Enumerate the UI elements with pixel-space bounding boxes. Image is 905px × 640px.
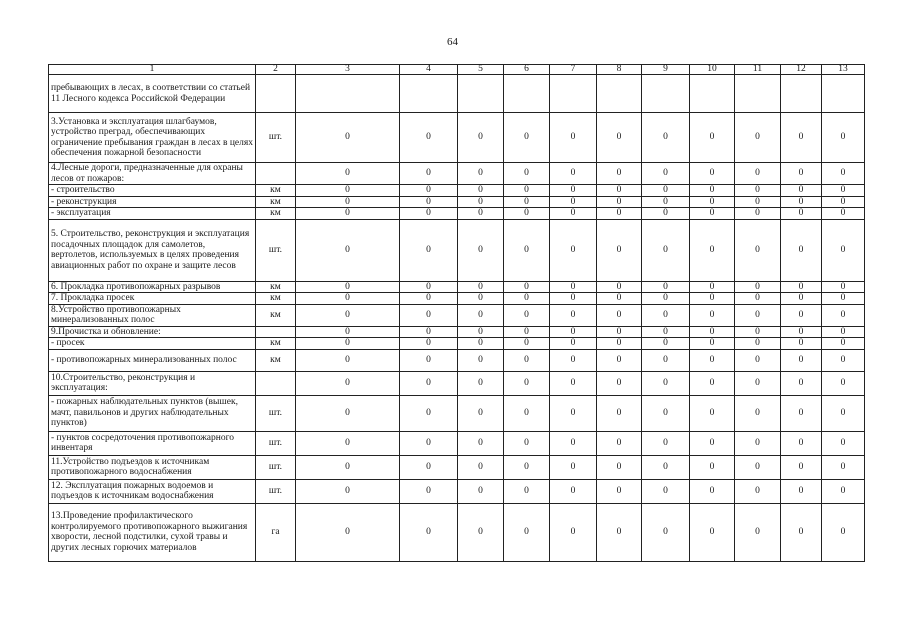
value-cell: 0 xyxy=(642,304,690,326)
table-row xyxy=(49,349,865,371)
value-cell: 0 xyxy=(781,304,822,326)
value-cell: 0 xyxy=(822,304,865,326)
row-unit: га xyxy=(256,503,296,561)
value-cell: 0 xyxy=(690,208,735,220)
table-row xyxy=(49,293,865,305)
value-cell: 0 xyxy=(296,349,400,371)
column-header: 13 xyxy=(822,65,865,75)
row-label: 5. Строительство, реконструкция и эксплуатация посадочных площадок для самолетов, вертолетов, используемых в целях проведения авиационных работ по охране и защите лесов xyxy=(49,219,256,281)
row-label: 11.Устройство подъездов к источникам противопожарного водоснабжения xyxy=(49,455,256,479)
value-cell xyxy=(400,75,458,113)
row-label: 4.Лесные дороги, предназначенные для охраны лесов от пожаров: xyxy=(49,163,256,185)
value-cell: 0 xyxy=(642,185,690,197)
value-cell: 0 xyxy=(597,371,642,395)
value-cell: 0 xyxy=(458,163,504,185)
value-cell: 0 xyxy=(781,326,822,338)
row-label: - эксплуатация xyxy=(49,208,256,220)
value-cell: 0 xyxy=(735,185,781,197)
value-cell: 0 xyxy=(296,431,400,455)
table-body xyxy=(49,75,865,562)
value-cell: 0 xyxy=(690,293,735,305)
value-cell: 0 xyxy=(690,371,735,395)
value-cell: 0 xyxy=(781,455,822,479)
column-header: 3 xyxy=(296,65,400,75)
value-cell: 0 xyxy=(458,293,504,305)
value-cell: 0 xyxy=(400,113,458,163)
value-cell: 0 xyxy=(822,185,865,197)
value-cell: 0 xyxy=(642,349,690,371)
value-cell: 0 xyxy=(400,349,458,371)
value-cell: 0 xyxy=(822,326,865,338)
table-row xyxy=(49,326,865,338)
value-cell: 0 xyxy=(822,293,865,305)
value-cell: 0 xyxy=(822,281,865,293)
value-cell: 0 xyxy=(690,349,735,371)
value-cell: 0 xyxy=(822,113,865,163)
table-row xyxy=(49,371,865,395)
table-row xyxy=(49,431,865,455)
row-label: 10.Строительство, реконструкция и эксплуатация: xyxy=(49,371,256,395)
value-cell: 0 xyxy=(781,219,822,281)
row-unit xyxy=(256,163,296,185)
value-cell: 0 xyxy=(735,431,781,455)
value-cell: 0 xyxy=(550,455,597,479)
value-cell: 0 xyxy=(400,293,458,305)
value-cell: 0 xyxy=(550,326,597,338)
value-cell: 0 xyxy=(597,395,642,431)
column-header: 9 xyxy=(642,65,690,75)
value-cell: 0 xyxy=(458,208,504,220)
value-cell: 0 xyxy=(296,293,400,305)
value-cell: 0 xyxy=(400,326,458,338)
value-cell: 0 xyxy=(690,196,735,208)
value-cell: 0 xyxy=(458,326,504,338)
value-cell: 0 xyxy=(735,281,781,293)
value-cell: 0 xyxy=(822,371,865,395)
value-cell: 0 xyxy=(550,371,597,395)
table-row xyxy=(49,219,865,281)
row-unit xyxy=(256,326,296,338)
table-row xyxy=(49,455,865,479)
value-cell: 0 xyxy=(822,196,865,208)
value-cell: 0 xyxy=(690,479,735,503)
row-unit: км xyxy=(256,196,296,208)
table-row xyxy=(49,503,865,561)
value-cell: 0 xyxy=(690,326,735,338)
value-cell: 0 xyxy=(504,338,550,350)
value-cell: 0 xyxy=(781,503,822,561)
value-cell: 0 xyxy=(597,185,642,197)
row-unit: шт. xyxy=(256,431,296,455)
value-cell: 0 xyxy=(597,431,642,455)
row-label: 3.Установка и эксплуатация шлагбаумов, устройство преград, обеспечивающих ограничение пребывания граждан в лесах в целях обеспечения пожарной безопасности xyxy=(49,113,256,163)
value-cell: 0 xyxy=(504,208,550,220)
value-cell: 0 xyxy=(735,208,781,220)
value-cell: 0 xyxy=(781,338,822,350)
value-cell: 0 xyxy=(550,431,597,455)
value-cell: 0 xyxy=(642,293,690,305)
value-cell: 0 xyxy=(735,196,781,208)
value-cell xyxy=(690,75,735,113)
column-header: 8 xyxy=(597,65,642,75)
value-cell: 0 xyxy=(458,455,504,479)
row-unit: шт. xyxy=(256,455,296,479)
value-cell: 0 xyxy=(550,113,597,163)
value-cell: 0 xyxy=(400,304,458,326)
value-cell: 0 xyxy=(642,196,690,208)
value-cell: 0 xyxy=(550,338,597,350)
table-row xyxy=(49,395,865,431)
row-label: - пунктов сосредоточения противопожарного инвентаря xyxy=(49,431,256,455)
value-cell: 0 xyxy=(296,113,400,163)
value-cell xyxy=(781,75,822,113)
row-unit: км xyxy=(256,338,296,350)
value-cell: 0 xyxy=(597,113,642,163)
value-cell: 0 xyxy=(400,196,458,208)
value-cell: 0 xyxy=(781,431,822,455)
value-cell: 0 xyxy=(550,349,597,371)
value-cell: 0 xyxy=(642,431,690,455)
value-cell: 0 xyxy=(550,281,597,293)
value-cell: 0 xyxy=(296,326,400,338)
row-unit: км xyxy=(256,304,296,326)
value-cell: 0 xyxy=(296,163,400,185)
value-cell: 0 xyxy=(504,431,550,455)
value-cell: 0 xyxy=(781,163,822,185)
row-unit xyxy=(256,371,296,395)
value-cell: 0 xyxy=(400,431,458,455)
value-cell: 0 xyxy=(400,281,458,293)
value-cell: 0 xyxy=(735,349,781,371)
value-cell: 0 xyxy=(296,338,400,350)
value-cell: 0 xyxy=(400,395,458,431)
row-label: - просек xyxy=(49,338,256,350)
row-label: - противопожарных минерализованных полос xyxy=(49,349,256,371)
value-cell: 0 xyxy=(597,196,642,208)
value-cell: 0 xyxy=(735,455,781,479)
value-cell: 0 xyxy=(735,338,781,350)
row-label: 12. Эксплуатация пожарных водоемов и подъездов к источникам водоснабжения xyxy=(49,479,256,503)
row-unit: шт. xyxy=(256,113,296,163)
value-cell: 0 xyxy=(296,479,400,503)
table-row xyxy=(49,304,865,326)
value-cell xyxy=(296,75,400,113)
column-header: 6 xyxy=(504,65,550,75)
header-row xyxy=(49,65,865,75)
value-cell: 0 xyxy=(597,455,642,479)
value-cell: 0 xyxy=(822,455,865,479)
value-cell: 0 xyxy=(504,455,550,479)
value-cell: 0 xyxy=(642,338,690,350)
value-cell: 0 xyxy=(781,349,822,371)
column-header: 12 xyxy=(781,65,822,75)
column-header: 5 xyxy=(458,65,504,75)
table-row xyxy=(49,196,865,208)
value-cell: 0 xyxy=(822,503,865,561)
value-cell: 0 xyxy=(642,113,690,163)
row-label: 7. Прокладка просек xyxy=(49,293,256,305)
value-cell: 0 xyxy=(642,455,690,479)
value-cell: 0 xyxy=(504,219,550,281)
page-number: 64 xyxy=(447,36,458,48)
row-unit: км xyxy=(256,185,296,197)
value-cell: 0 xyxy=(690,219,735,281)
value-cell: 0 xyxy=(735,395,781,431)
value-cell: 0 xyxy=(597,326,642,338)
value-cell: 0 xyxy=(296,455,400,479)
value-cell: 0 xyxy=(597,208,642,220)
value-cell: 0 xyxy=(400,479,458,503)
value-cell: 0 xyxy=(296,281,400,293)
row-label: 13.Проведение профилактического контролируемого противопожарного выжигания хворости, лесной подстилки, сухой травы и других лесных горючих материалов xyxy=(49,503,256,561)
value-cell: 0 xyxy=(642,479,690,503)
value-cell: 0 xyxy=(458,479,504,503)
value-cell: 0 xyxy=(296,304,400,326)
value-cell: 0 xyxy=(550,219,597,281)
value-cell: 0 xyxy=(597,479,642,503)
value-cell: 0 xyxy=(400,371,458,395)
value-cell: 0 xyxy=(735,219,781,281)
value-cell: 0 xyxy=(458,304,504,326)
value-cell: 0 xyxy=(597,219,642,281)
value-cell: 0 xyxy=(400,338,458,350)
row-unit: км xyxy=(256,293,296,305)
value-cell: 0 xyxy=(458,349,504,371)
value-cell: 0 xyxy=(504,281,550,293)
value-cell: 0 xyxy=(735,304,781,326)
value-cell: 0 xyxy=(504,503,550,561)
value-cell: 0 xyxy=(458,219,504,281)
value-cell: 0 xyxy=(781,479,822,503)
value-cell: 0 xyxy=(642,219,690,281)
table-row xyxy=(49,185,865,197)
table-row xyxy=(49,75,865,113)
value-cell: 0 xyxy=(735,371,781,395)
row-unit: шт. xyxy=(256,395,296,431)
value-cell: 0 xyxy=(458,113,504,163)
value-cell: 0 xyxy=(504,185,550,197)
value-cell: 0 xyxy=(597,281,642,293)
value-cell: 0 xyxy=(822,349,865,371)
value-cell: 0 xyxy=(822,395,865,431)
value-cell: 0 xyxy=(822,338,865,350)
column-header: 7 xyxy=(550,65,597,75)
row-label: - строительство xyxy=(49,185,256,197)
value-cell: 0 xyxy=(597,503,642,561)
value-cell: 0 xyxy=(550,304,597,326)
value-cell: 0 xyxy=(642,395,690,431)
value-cell: 0 xyxy=(735,163,781,185)
row-label: 8.Устройство противопожарных минерализованных полос xyxy=(49,304,256,326)
value-cell: 0 xyxy=(458,503,504,561)
value-cell: 0 xyxy=(504,196,550,208)
value-cell: 0 xyxy=(822,219,865,281)
value-cell: 0 xyxy=(504,395,550,431)
value-cell: 0 xyxy=(400,455,458,479)
value-cell: 0 xyxy=(597,293,642,305)
value-cell: 0 xyxy=(458,338,504,350)
value-cell: 0 xyxy=(504,371,550,395)
value-cell: 0 xyxy=(550,185,597,197)
value-cell: 0 xyxy=(642,163,690,185)
value-cell: 0 xyxy=(781,185,822,197)
table-row xyxy=(49,281,865,293)
value-cell xyxy=(735,75,781,113)
row-label: - пожарных наблюдательных пунктов (вышек, мачт, павильонов и других наблюдательных пунктов) xyxy=(49,395,256,431)
value-cell: 0 xyxy=(690,455,735,479)
value-cell: 0 xyxy=(642,281,690,293)
value-cell: 0 xyxy=(781,395,822,431)
column-header: 4 xyxy=(400,65,458,75)
row-unit: км xyxy=(256,349,296,371)
value-cell: 0 xyxy=(550,196,597,208)
value-cell xyxy=(822,75,865,113)
value-cell: 0 xyxy=(781,293,822,305)
value-cell: 0 xyxy=(400,185,458,197)
value-cell: 0 xyxy=(296,185,400,197)
value-cell: 0 xyxy=(458,431,504,455)
value-cell: 0 xyxy=(504,349,550,371)
value-cell: 0 xyxy=(822,163,865,185)
value-cell: 0 xyxy=(597,338,642,350)
value-cell: 0 xyxy=(504,163,550,185)
row-unit: шт. xyxy=(256,479,296,503)
table-row xyxy=(49,163,865,185)
value-cell: 0 xyxy=(642,326,690,338)
value-cell: 0 xyxy=(550,208,597,220)
value-cell: 0 xyxy=(735,326,781,338)
value-cell: 0 xyxy=(458,185,504,197)
value-cell xyxy=(504,75,550,113)
value-cell: 0 xyxy=(504,293,550,305)
value-cell: 0 xyxy=(597,163,642,185)
table-row xyxy=(49,338,865,350)
data-table xyxy=(48,64,865,562)
value-cell: 0 xyxy=(458,281,504,293)
value-cell: 0 xyxy=(597,349,642,371)
value-cell: 0 xyxy=(735,503,781,561)
value-cell: 0 xyxy=(642,371,690,395)
value-cell: 0 xyxy=(690,281,735,293)
table-row xyxy=(49,479,865,503)
value-cell xyxy=(458,75,504,113)
row-label: 6. Прокладка противопожарных разрывов xyxy=(49,281,256,293)
value-cell: 0 xyxy=(781,196,822,208)
table-row xyxy=(49,208,865,220)
column-header: 1 xyxy=(49,65,256,75)
value-cell: 0 xyxy=(296,219,400,281)
value-cell: 0 xyxy=(550,395,597,431)
value-cell: 0 xyxy=(400,503,458,561)
value-cell: 0 xyxy=(550,293,597,305)
value-cell xyxy=(597,75,642,113)
value-cell xyxy=(550,75,597,113)
value-cell: 0 xyxy=(597,304,642,326)
value-cell: 0 xyxy=(550,479,597,503)
value-cell: 0 xyxy=(690,304,735,326)
column-header: 2 xyxy=(256,65,296,75)
value-cell: 0 xyxy=(822,208,865,220)
value-cell: 0 xyxy=(296,395,400,431)
row-unit xyxy=(256,75,296,113)
row-label: 9.Прочистка и обновление: xyxy=(49,326,256,338)
column-header: 11 xyxy=(735,65,781,75)
value-cell: 0 xyxy=(781,371,822,395)
value-cell: 0 xyxy=(550,163,597,185)
value-cell: 0 xyxy=(296,371,400,395)
row-label: пребывающих в лесах, в соответствии со статьей 11 Лесного кодекса Российской Федерации xyxy=(49,75,256,113)
value-cell: 0 xyxy=(642,208,690,220)
value-cell xyxy=(642,75,690,113)
value-cell: 0 xyxy=(822,431,865,455)
value-cell: 0 xyxy=(458,196,504,208)
value-cell: 0 xyxy=(735,479,781,503)
value-cell: 0 xyxy=(690,503,735,561)
value-cell: 0 xyxy=(296,208,400,220)
row-label: - реконструкция xyxy=(49,196,256,208)
value-cell: 0 xyxy=(400,163,458,185)
value-cell: 0 xyxy=(690,338,735,350)
value-cell: 0 xyxy=(458,371,504,395)
value-cell: 0 xyxy=(822,479,865,503)
value-cell: 0 xyxy=(735,113,781,163)
value-cell: 0 xyxy=(781,281,822,293)
value-cell: 0 xyxy=(296,196,400,208)
value-cell: 0 xyxy=(690,185,735,197)
value-cell: 0 xyxy=(504,479,550,503)
value-cell: 0 xyxy=(504,326,550,338)
value-cell: 0 xyxy=(550,503,597,561)
column-header: 10 xyxy=(690,65,735,75)
value-cell: 0 xyxy=(296,503,400,561)
row-unit: км xyxy=(256,281,296,293)
table-row xyxy=(49,113,865,163)
value-cell: 0 xyxy=(400,219,458,281)
value-cell: 0 xyxy=(458,395,504,431)
value-cell: 0 xyxy=(642,503,690,561)
value-cell: 0 xyxy=(690,163,735,185)
value-cell: 0 xyxy=(400,208,458,220)
value-cell: 0 xyxy=(690,431,735,455)
row-unit: шт. xyxy=(256,219,296,281)
value-cell: 0 xyxy=(690,113,735,163)
value-cell: 0 xyxy=(690,395,735,431)
value-cell: 0 xyxy=(504,113,550,163)
value-cell: 0 xyxy=(735,293,781,305)
value-cell: 0 xyxy=(504,304,550,326)
row-unit: км xyxy=(256,208,296,220)
value-cell: 0 xyxy=(781,208,822,220)
value-cell: 0 xyxy=(781,113,822,163)
